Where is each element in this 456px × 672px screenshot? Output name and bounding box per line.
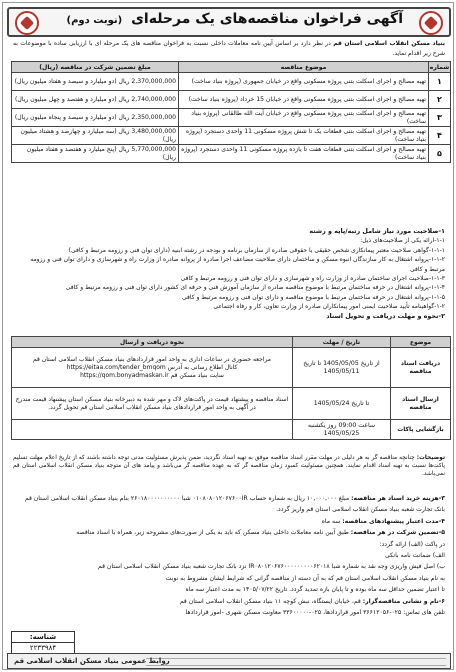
schedule-subject: بازگشایی پاکات — [391, 420, 451, 440]
requirement-line: ۱-۱-۳-صلاحیت اجرای ساختمان صادره از وزارت راه و شهرسازی و دارای توان فنی و رزومه مرتبط و کافی — [180, 275, 445, 283]
clause-line — [13, 527, 445, 538]
column-header-method: نحوه دریافت و ارسال — [12, 337, 293, 348]
row-number: ۵ — [429, 145, 451, 163]
row-guarantee: 2,350,000,000 ریال (دو میلیارد و سیصد و پنجاه میلیون ریال) — [12, 109, 179, 127]
column-header-date: تاریخ / مهلت — [293, 337, 391, 348]
row-number: ۴ — [429, 127, 451, 145]
requirement-line: ۱-۱-۴-پروانه اشتغال در حرفه ساختمان مرتبط با موضوع مناقصه صادره از سازمان آموزش فنی و حرفه ای کشور دارای توان فنی و رزومه مرتبط و کافی — [65, 284, 445, 292]
row-subject: تهیه مصالح و اجرای اسکلت بتنی قطعات یک تا شش پروژه مسکونی 11 واحدی دستجرد (پروژه بنیاد ساخت) — [179, 127, 429, 145]
column-header-subject: موضوع — [391, 337, 451, 348]
row-subject: تهیه مصالح و اجرای اسکلت بتنی پروژه مسکونی واقع در خیابان آیت الله طالقانی (پروژه بنیاد ساخت) — [179, 109, 429, 127]
clause-title: ۳-هزینه خرید اسناد هر مناقصه: — [351, 495, 445, 502]
footer — [7, 653, 451, 669]
table-row — [12, 388, 451, 420]
table-row — [12, 127, 451, 145]
emblem-logo-icon — [15, 11, 39, 35]
clause-line — [13, 550, 445, 561]
requirement-line: ۱-۱-۱-گواهی صلاحیت معتبر پیمانکاری شخص حقیقی یا حقوقی صادره از سازمان برنامه و بودجه در رشته ابنیه (دارای توان فنی و رزومه مرتبط و کافی) — [68, 246, 445, 254]
row-subject: تهیه مصالح و اجرای اسکلت بتنی پروژه مسکونی واقع در خیابان جمهوری (پروژه بنیاد ساخت) — [179, 73, 429, 91]
requirements-section — [13, 227, 445, 321]
row-number: ۳ — [429, 109, 451, 127]
clause-text: تا اعتبار تضمین حداقل سه ماه بوده و تا پایان بازه تمدید گردد. تاریخ ۱۴۰۵/۰۷/۲۲ به مدت اعتبار سه ماه — [185, 586, 445, 594]
clause-text: مبلغ ۱۰,۰۰۰,۰۰۰ ریال به شماره حساب ۰۱۰۸۰۸۰۱۲۰۶۷۶۰۰IR شبا ۲۶۰۱۸۰۰۰۰۰۰۰۰۰۰ بنام بنیاد مسکن انقلاب اسلامی استان قم — [24, 495, 350, 502]
ad-id-stamp — [11, 631, 75, 654]
row-subject: تهیه مصالح و اجرای اسکلت بتنی قطعات هفت تا یازده پروژه مسکونی 11 واحدی دستجرد (پروژه بنیاد ساخت) — [179, 145, 429, 163]
column-header-guarantee: مبلغ تضمین شرکت در مناقصه (ریال) — [12, 62, 179, 73]
clause-line — [13, 584, 445, 595]
schedule-method: مراجعه حضوری در ساعات اداری به واحد امور قراردادهای بنیاد مسکن انقلاب اسلامی استان قم کانال اطلاع رسانی به آدرس https://eitaa.com/tender_bmqom سایت بنیاد مسکن قم https://qom.bonyadmaskan.ir — [12, 348, 293, 388]
page-title — [67, 11, 403, 27]
table-row — [12, 91, 451, 109]
schedule-subject: ارسال اسناد مناقصه — [391, 388, 451, 420]
clause-text: سه ماه — [321, 517, 341, 525]
clause-title: ۶-نام و نشانی مناقصه‌گزار: — [362, 597, 445, 605]
row-subject: تهیه مصالح و اجرای اسکلت بتنی پروژه مسکونی واقع در خیابان 15 خرداد (پروژه بنیاد ساخت) — [179, 91, 429, 109]
requirement-line: ۱-۱-۲-پروانه اشتغال به کار سازندگان انبوه مسکن و ساختمان دارای صلاحیت مضاعف اجرا صادره از پروانه صادره از وزارت راه و شهرسازی و دارای توان فنی و رزومه مرتبط و کافی — [30, 256, 445, 273]
clause-line — [13, 516, 445, 527]
footer-label: روابط عمومی بنیاد مسکن انقلاب اسلامی قم — [14, 657, 170, 665]
clause-line — [13, 539, 445, 550]
footer-divider — [146, 658, 446, 666]
clause-line — [13, 607, 445, 618]
emblem-logo-icon — [419, 11, 443, 35]
clause-text: در پاکت (الف) ارائه گردد: — [379, 540, 445, 548]
title-text: آگهی فراخوان مناقصه‌های یک مرحله‌ای — [131, 11, 403, 27]
clauses-list — [13, 493, 445, 618]
clause-title: ۵-تضمین شرکت در هر مناقصه: — [350, 529, 445, 537]
tender-items-table — [11, 61, 451, 163]
requirement-line: ۱-۲-گواهینامه تأیید صلاحیت ایمنی امور پیمانکاران صادره از وزارت تعاون، کار و رفاه اجتماعی — [213, 303, 445, 311]
intro-text: در نظر دارد بر اساس آیین نامه معاملات داخلی نسبت به فراخوان مناقصه های یک مرحله ای با ارزیابی ساده با موضوعات به شرح زیر اقدام نماید. — [13, 40, 445, 57]
schedule-date: تا تاریخ 1405/05/24 — [293, 388, 391, 420]
schedule-method: اسناد مناقصه و پیشنهاد قیمت در پاکت‌های لاک و مهر شده به دبیرخانه بنیاد مسکن استان پیشنهاد قیمت مندرج در آگهی به واحد امور قراردادهای بنیاد مسکن انقلاب اسلامی استان قم تحویل گردد. — [12, 388, 293, 420]
org-name: بنیاد مسکن انقلاب اسلامی استان قم — [333, 40, 445, 47]
clause-text: طبق آیین نامه معاملات داخلی بنیاد مسکن که باید به یکی از صورت‌های مشروحه زیر، همراه با اسناد مناقصه — [76, 529, 349, 537]
header — [7, 7, 451, 37]
clause-text: ب) اصل فیش واریزی وجه نقد به شماره شبا IR۰۸۰۱۲۰۶۷۶۰۰۰۰۰۰۰۰۰۶۲۰۱۸ نزد بانک تجارت شعبه بنیاد مسکن انقلاب اسلامی استان قم — [98, 563, 445, 571]
stamp-label: شناسه: — [29, 633, 57, 641]
advertisement-page — [2, 2, 454, 670]
row-guarantee: 3,480,000,000 ریال (سه میلیارد و چهارصد و هشتاد میلیون ریال) — [12, 127, 179, 145]
clause-text: بانک تجارت شعبه بنیاد مسکن انقلاب اسلامی استان قم واریز گردد. — [276, 506, 445, 514]
notes-text: چنانچه مناقصه گر به هر دلیلی در مهلت مقرر اسناد مناقصه موفق به تهیه اسناد نگردید، ضمن پذیرش مسئولیت مدنی توجه داشته باشند که از تاریخ اعلام مهلت تسلیم پاکت‌ها نسبت به تهیه اسناد اقدام نمایند. همچنین مسئولیت کمبود زمان مناقصه گر که به عهده مناقصه گر می‌باشد و پیامد های آن متوجه بنیاد مسکن انقلاب اسلامی استان قم نمی‌باشد. — [13, 455, 445, 478]
notes-label: توضیحات: — [416, 455, 445, 461]
clause-line — [13, 504, 445, 515]
intro-paragraph — [13, 39, 445, 59]
requirement-line: ۱-۱-ارائه یکی از صلاحیت‌های ذیل: — [360, 237, 445, 245]
row-guarantee: 5,770,000,000 ریال (پنج میلیارد و هفتصد و هفتاد میلیون ریال) — [12, 145, 179, 163]
clause-title: ۴-مدت اعتبار پیشنهادهای مناقصه: — [342, 517, 445, 525]
table-row — [12, 109, 451, 127]
schedule-method — [12, 420, 293, 440]
clause-line — [13, 561, 445, 572]
schedule-title: ۲-نحوه و مهلت دریافت و تحویل اسناد — [326, 311, 445, 320]
notes-paragraph — [13, 454, 445, 479]
schedule-date: از تاریخ 1405/05/05 تا تاریخ 1405/05/11 — [293, 348, 391, 388]
table-header-row — [12, 62, 451, 73]
clause-text: الف) ضمانت نامه بانکی — [384, 552, 445, 560]
table-row — [12, 420, 451, 440]
clause-line — [13, 596, 445, 607]
table-row — [12, 145, 451, 163]
table-row — [12, 348, 451, 388]
column-header-row-number: شماره — [429, 63, 450, 71]
schedule-date: ساعت 09:00 روز یکشنبه 1405/05/25 — [293, 420, 391, 440]
schedule-table — [11, 336, 451, 440]
row-number: ۱ — [429, 73, 451, 91]
clause-line — [13, 573, 445, 584]
table-row — [12, 73, 451, 91]
row-number: ۲ — [429, 91, 451, 109]
requirement-line: ۱-۱-۵-پروانه اشتغال در حرفه ساختمان مرتبط با موضوع مناقصه و دارای توان فنی و رزومه مرتبط و کافی — [182, 293, 445, 301]
column-header-subject: موضوع مناقصه — [179, 62, 429, 73]
table-header-row — [12, 337, 451, 348]
requirements-title: ۱-صلاحیت مورد نیاز شامل رتبه/پایه و رشته — [309, 227, 445, 235]
schedule-subject: دریافت اسناد مناقصه — [391, 348, 451, 388]
title-round: (نوبت دوم) — [66, 15, 123, 26]
stamp-value: ۲۲۳۳۹۸۴ — [12, 642, 74, 653]
clause-text: تلفن های تماس: ۰۲۵-۳۶۶۱۲۰۵۶ امور قراردادها، ۰۲۵-۳۳۶۰۰۰۰۰ معاونت مسکن شهری -امور قراردادها — [185, 609, 445, 617]
row-guarantee: 2,370,000,000 ریال (دو میلیارد و سیصد و هفتاد میلیون ریال) — [12, 73, 179, 91]
clause-text: قم، خیابان ایستگاه، نبش کوچه ۱۱ بنیاد مسکن انقلاب اسلامی استان قم — [179, 597, 361, 605]
clause-text: به نام بنیاد مسکن انقلاب اسلامی استان قم که به آن دسته از مناقصه گرانی که شرایط ایشان مشروط به نوبت — [165, 574, 445, 582]
clause-line — [13, 493, 445, 504]
row-guarantee: 2,740,000,000 ریال (دو میلیارد و هفتصد و چهل میلیون ریال) — [12, 91, 179, 109]
